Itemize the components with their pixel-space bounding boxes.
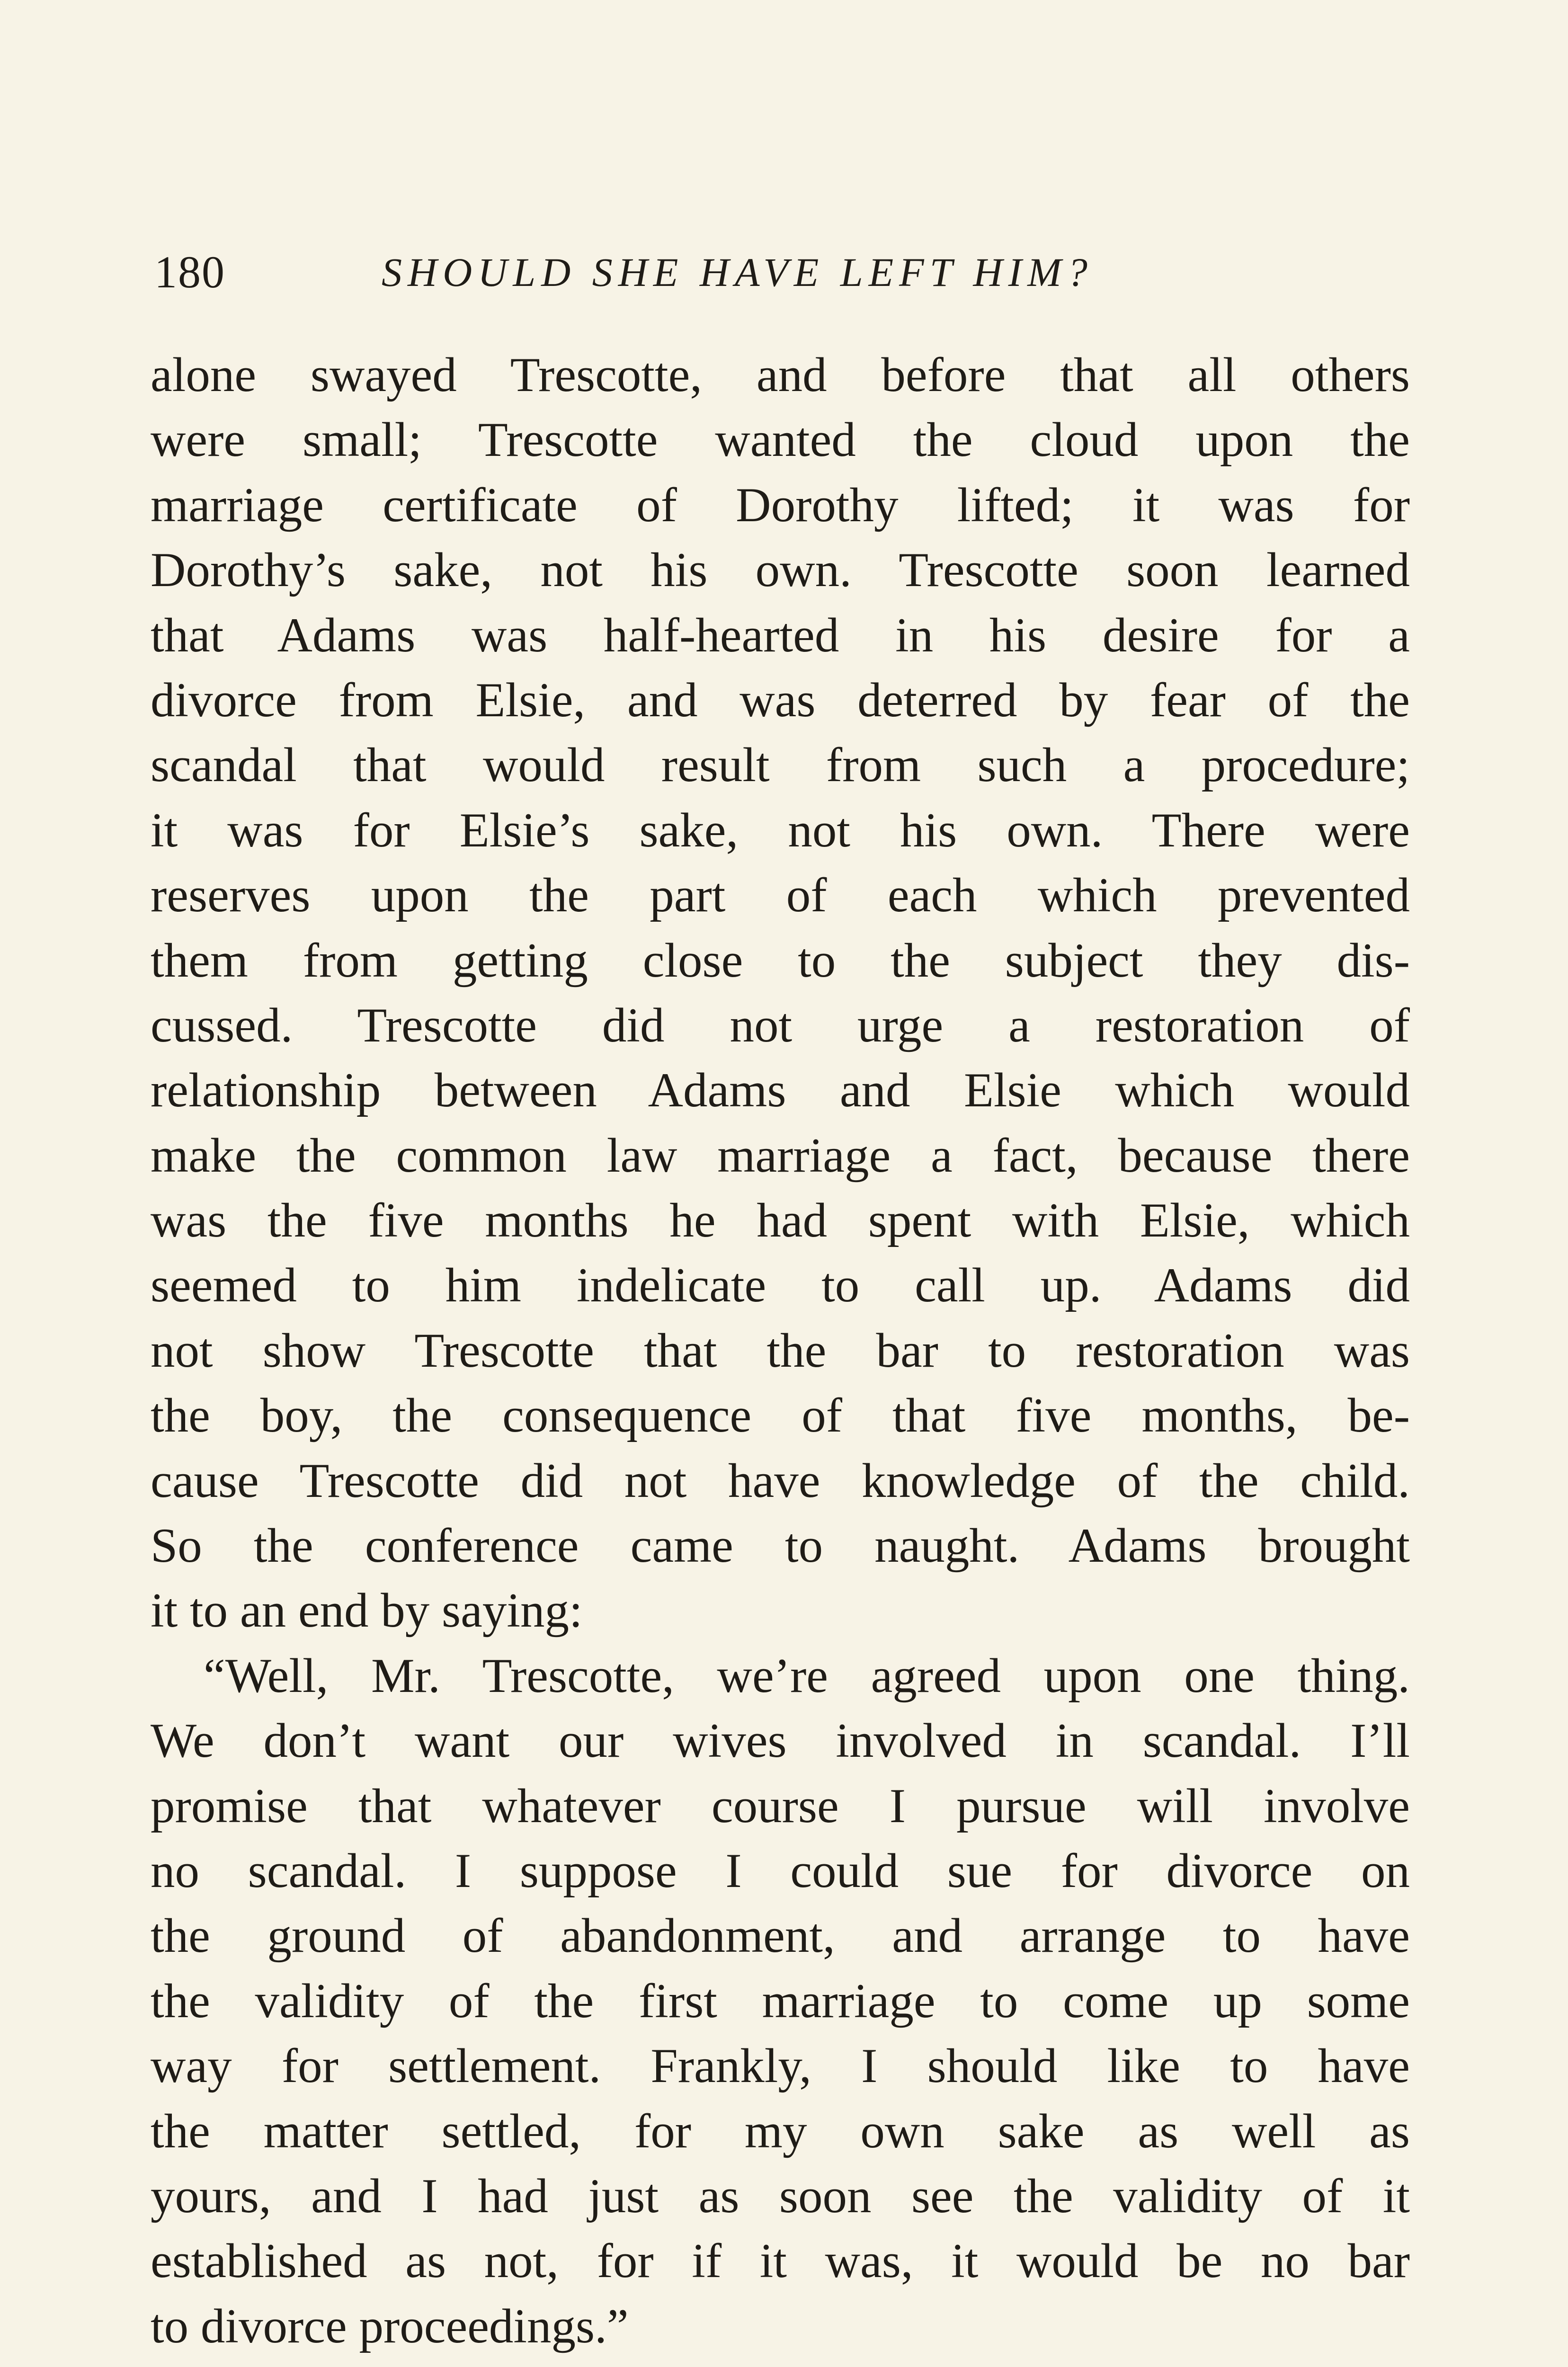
page-number: 180	[154, 247, 225, 297]
text-line: that Adams was half-hearted in his desire for a	[151, 608, 1410, 662]
text-line: make the common law marriage a fact, because there	[151, 1128, 1410, 1183]
text-line: the ground of abandonment, and arrange to have	[151, 1909, 1410, 1963]
text-line: not show Trescotte that the bar to restoration was	[151, 1323, 1410, 1378]
text-line: them from getting close to the subject they dis-	[151, 933, 1410, 988]
text-line: way for settlement. Frankly, I should like to have	[151, 2039, 1410, 2093]
text-line: it to an end by saying:	[151, 1584, 583, 1638]
text-line: the boy, the consequence of that five months, be-	[151, 1388, 1410, 1443]
text-line: the matter settled, for my own sake as well as	[151, 2104, 1410, 2158]
text-line: it was for Elsie’s sake, not his own. There were	[151, 803, 1410, 857]
text-line: was the five months he had spent with Elsie, which	[151, 1193, 1410, 1248]
text-line: no scandal. I suppose I could sue for divorce on	[151, 1843, 1410, 1898]
body-text	[151, 343, 1410, 2359]
text-line: alone swayed Trescotte, and before that all others	[151, 348, 1410, 402]
running-title: SHOULD SHE HAVE LEFT HIM?	[382, 249, 1093, 295]
text-line: were small; Trescotte wanted the cloud upon the	[151, 413, 1410, 467]
text-line: to divorce proceedings.”	[151, 2299, 629, 2353]
text-line: cussed. Trescotte did not urge a restoration of	[151, 998, 1410, 1052]
text-line: marriage certificate of Dorothy lifted; it was for	[151, 478, 1410, 532]
running-head	[154, 244, 1414, 301]
text-line: “Well, Mr. Trescotte, we’re agreed upon one thing.	[204, 1648, 1410, 1703]
text-line: cause Trescotte did not have knowledge of the child.	[151, 1453, 1410, 1508]
text-line: seemed to him indelicate to call up. Adams did	[151, 1258, 1410, 1313]
text-line: reserves upon the part of each which prevented	[151, 868, 1410, 923]
text-line: yours, and I had just as soon see the validity of it	[151, 2169, 1410, 2223]
text-line: relationship between Adams and Elsie which would	[151, 1063, 1410, 1118]
text-line: scandal that would result from such a procedure;	[151, 738, 1410, 792]
text-line: promise that whatever course I pursue will involve	[151, 1779, 1410, 1833]
text-line: So the conference came to naught. Adams brought	[151, 1519, 1410, 1573]
text-line: Dorothy’s sake, not his own. Trescotte soon learned	[151, 543, 1410, 597]
text-line: divorce from Elsie, and was deterred by fear of the	[151, 673, 1410, 727]
text-line: We don’t want our wives involved in scandal. I’ll	[151, 1714, 1410, 1768]
text-line: the validity of the first marriage to come up some	[151, 1974, 1410, 2028]
text-line: established as not, for if it was, it would be no bar	[151, 2234, 1410, 2288]
